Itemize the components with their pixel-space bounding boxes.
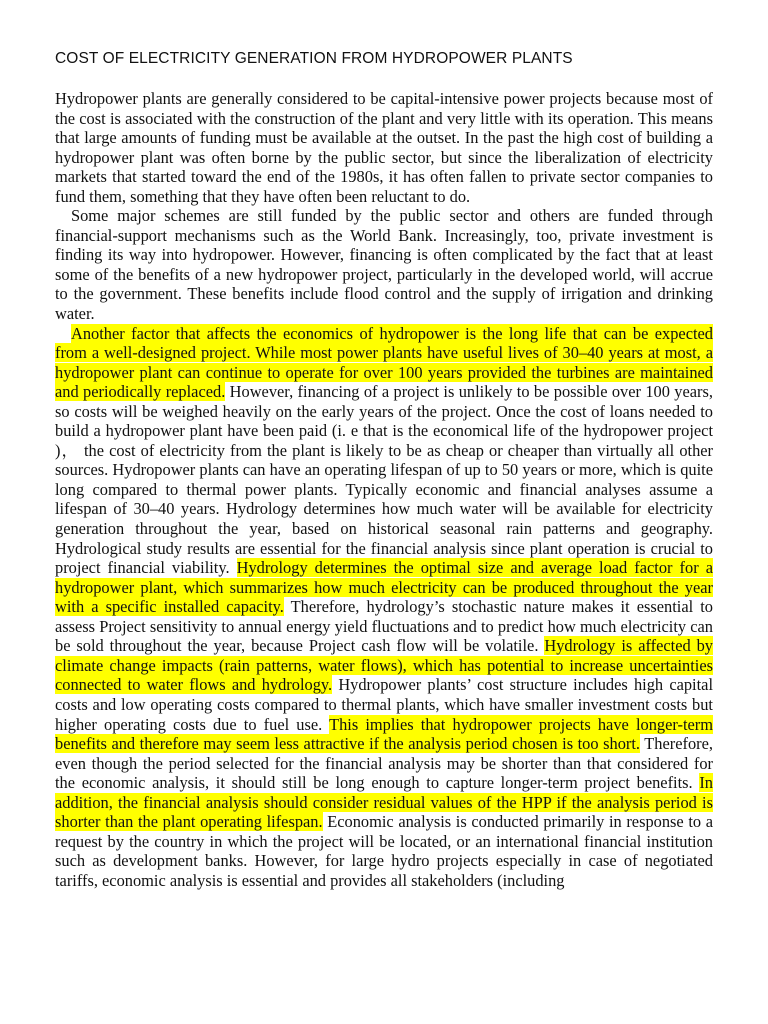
highlighted-text: This implies that hydropower projects have longer-term benefits and therefore may seem less attractive if the analysis period chosen is too short. [55, 714, 713, 754]
highlighted-text: Hydrology determines the optimal size and average load factor for a hydropower plant, which summarizes how much electricity can be produced throughout the year with a specific installed capacity. [55, 558, 713, 617]
text-segment: However, financing of a project is unlikely to be possible over 100 years, so costs will be weighed heavily on the early years of the project. Once the cost of loans needed to build a hydropower plant have been paid (i. e that is the economical life of the hydropower project )， the cost of electricity from the plant is likely to be as cheap or cheaper than virtually all other sources. Hydropower plants can have an operating lifespan of up to 50 years or more, which is quite long compared to thermal power plants. Typically economic and financial analyses assume a lifespan of 30–40 years. Hydrology determines how much water will be available for electricity generation throughout the year, based on historical seasonal rain patterns and geography. Hydrological study results are essential for the financial analysis since plant operation is crucial to project financial viability. [55, 382, 713, 578]
document-title: COST OF ELECTRICITY GENERATION FROM HYDROPOWER PLANTS [55, 50, 573, 67]
text-segment: Therefore, even though the period selected for the financial analysis may be shorter than that considered for the economic analysis, it should still be long enough to capture longer-term project benefits. [55, 734, 713, 793]
highlighted-text: Another factor that affects the economics of hydropower is the long life that can be expected from a well-designed project. While most power plants have useful lives of 30–40 years at most, a hydropower plant can continue to operate for over 100 years provided the turbines are maintained and periodically replaced. [55, 323, 713, 402]
text-segment: Economic analysis is conducted primarily in response to a request by the country in which the project will be located, or an international financial institution such as development banks. However, for large hydro projects especially in case of negotiated tariffs, economic analysis is essential and provides all stakeholders (including [55, 812, 714, 890]
document-body [55, 89, 713, 890]
text-segment: Hydropower plants’ cost structure includes high capital costs and low operating costs compared to thermal plants, which have smaller investment costs but higher operating costs due to fuel use. [55, 675, 713, 734]
paragraph-3 [55, 324, 713, 891]
text-segment: Hydropower plants are generally considered to be capital-intensive power projects because most of the cost is associated with the construction of the plant and very little with its operation. This means that large amounts of funding must be available at the outset. In the past the high cost of building a hydropower plant was often borne by the public sector, but since the liberalization of electricity markets that started toward the end of the 1980s, it has often fallen to private sector companies to fund them, something that they have often been reluctant to do. [55, 89, 713, 206]
highlighted-text: Hydrology is affected by climate change impacts (rain patterns, water flows), which has potential to increase uncertainties connected to water flows and hydrology. [55, 636, 713, 695]
paragraph-1 [55, 89, 713, 206]
paragraph-2 [55, 206, 713, 323]
text-segment: Therefore, hydrology’s stochastic nature makes it essential to assess Project sensitivity to annual energy yield fluctuations and to predict how much electricity can be sold throughout the year, because Project cash flow will be volatile. [55, 597, 713, 656]
text-segment: Some major schemes are still funded by the public sector and others are funded through financial-support mechanisms such as the World Bank. Increasingly, too, private investment is finding its way into hydropower. However, financing is often complicated by the fact that at least some of the benefits of a new hydropower project, particularly in the developed world, will accrue to the government. These benefits include flood control and the supply of irrigation and drinking water. [55, 206, 713, 324]
document-page [55, 50, 713, 890]
highlighted-text: In addition, the financial analysis should consider residual values of the HPP if the analysis period is shorter than the plant operating lifespan. [55, 773, 713, 832]
